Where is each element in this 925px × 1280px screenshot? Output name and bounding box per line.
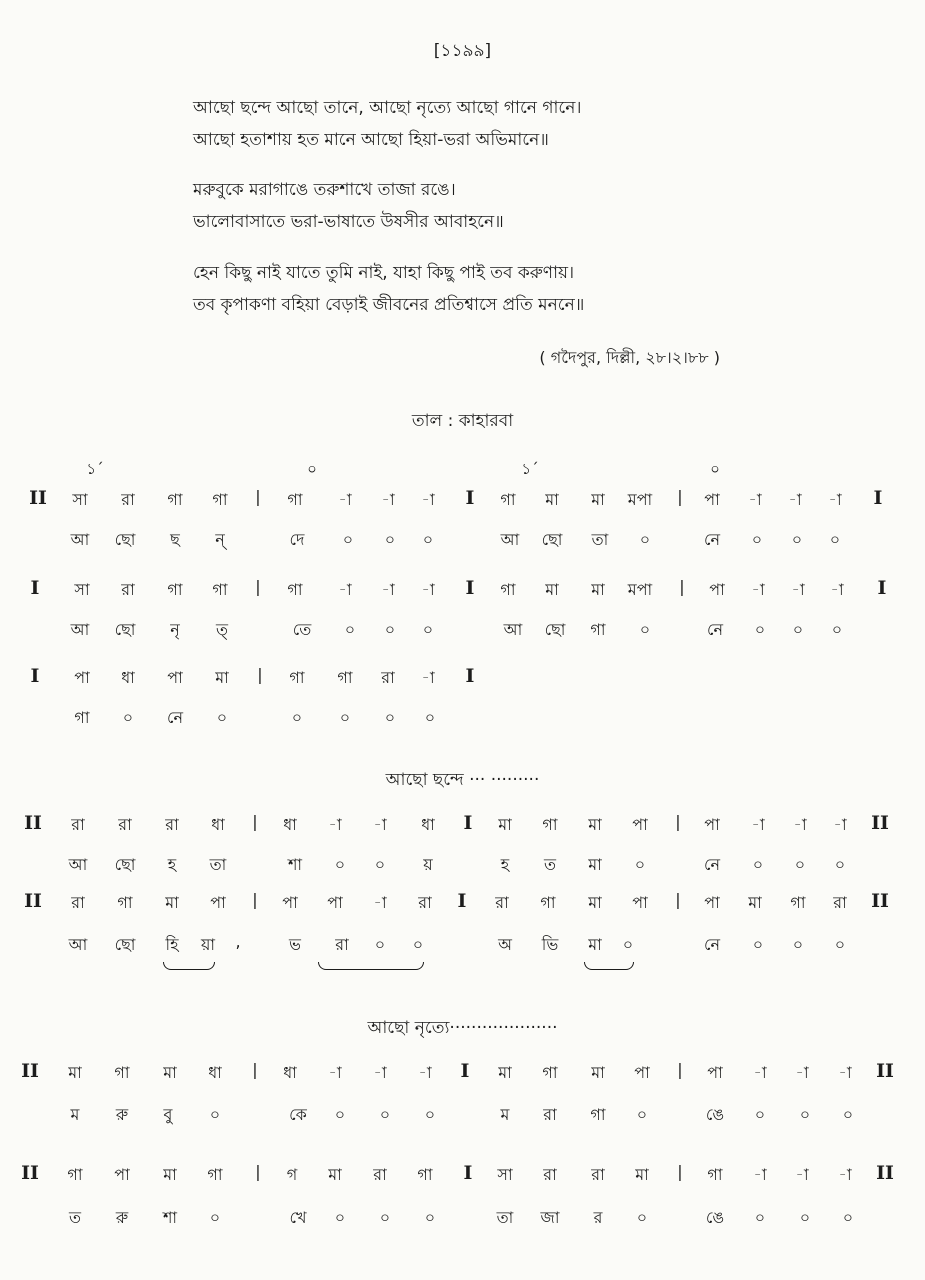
bar-line: II xyxy=(29,487,47,509)
notation-cell: | xyxy=(252,890,258,909)
notation-cell: ধা xyxy=(208,1063,222,1082)
notation-cell: ০ xyxy=(422,530,434,549)
notation-cell: য় xyxy=(423,855,433,874)
notation-cell: | xyxy=(677,487,683,506)
notation-cell: | xyxy=(252,812,258,831)
notation-cell: | xyxy=(679,577,685,596)
notation-cell: পা xyxy=(707,1063,723,1082)
notation-cell: ঙে xyxy=(705,1105,725,1124)
notation-cell: রা xyxy=(543,1105,557,1124)
bar-line: I xyxy=(465,577,475,599)
notation-cell: | xyxy=(255,487,261,506)
notation-cell: -া xyxy=(795,1165,809,1184)
notation-cell: ০ xyxy=(334,1208,346,1227)
notation-cell: -া xyxy=(795,1063,809,1082)
notation-cell: ০ xyxy=(799,1105,811,1124)
notation-cell: ধা xyxy=(211,815,225,834)
notation-cell: ০ xyxy=(384,708,396,727)
notation-cell: আ xyxy=(68,935,88,954)
notation-cell: গা xyxy=(790,893,806,912)
notation-cell: -া xyxy=(788,490,802,509)
notation-cell: গা xyxy=(417,1165,433,1184)
notation-cell: ছো xyxy=(544,620,566,639)
bar-line: I xyxy=(460,1060,470,1082)
tal-mark: ১´ xyxy=(521,460,539,478)
notation-cell: -া xyxy=(751,580,765,599)
notation-cell: ০ xyxy=(834,935,846,954)
notation-cell: ০ xyxy=(209,1208,221,1227)
notation-cell: ০ xyxy=(754,620,766,639)
bar-line: II xyxy=(876,1162,894,1184)
bar-line: I xyxy=(463,812,473,834)
notation-cell: পা xyxy=(167,668,183,687)
page-number: [১১৯৯] xyxy=(433,41,492,61)
notation-cell: -া xyxy=(833,815,847,834)
notation-cell: ০ xyxy=(831,620,843,639)
bar-line: II xyxy=(871,890,889,912)
notation-cell: গা xyxy=(117,893,133,912)
notation-cell: -া xyxy=(828,490,842,509)
poem-line-5: হেন কিছু নাই যাতে তুমি নাই, যাহা কিছু পাই তব করুণায়। xyxy=(193,263,575,283)
notation-cell: হি xyxy=(165,935,179,954)
notation-cell: পা xyxy=(114,1165,130,1184)
notation-cell: মা xyxy=(165,893,179,912)
notation-cell: | xyxy=(675,812,681,831)
notation-cell: ০ xyxy=(291,708,303,727)
bar-line: II xyxy=(871,812,889,834)
notation-cell: গ xyxy=(286,1165,298,1184)
notation-cell: ০ xyxy=(384,620,396,639)
notation-cell: মা xyxy=(588,893,602,912)
notation-cell: ০ xyxy=(342,530,354,549)
notation-cell: -া xyxy=(751,815,765,834)
notation-cell: গা xyxy=(67,1165,83,1184)
notation-cell: -া xyxy=(373,1063,387,1082)
notation-cell: পা xyxy=(704,490,720,509)
notation-cell: ০ xyxy=(791,530,803,549)
notation-cell: ০ xyxy=(754,1208,766,1227)
notation-cell: গা xyxy=(212,490,228,509)
notation-cell: ম xyxy=(70,1105,80,1124)
notation-cell: গা xyxy=(289,668,305,687)
notation-cell: পা xyxy=(704,893,720,912)
notation-cell: নৃ xyxy=(170,620,180,639)
notation-cell: -া xyxy=(338,490,352,509)
notation-cell: -া xyxy=(338,580,352,599)
notation-cell: ছো xyxy=(541,530,563,549)
notation-cell: ধা xyxy=(421,815,435,834)
notation-cell: -া xyxy=(791,580,805,599)
poem-line-2: আছো হতাশায় হত মানে আছো হিয়া-ভরা অভিমানে॥ xyxy=(193,130,549,150)
notation-cell: মা xyxy=(588,935,602,954)
notation-cell: -া xyxy=(418,1063,432,1082)
notation-cell: ০ xyxy=(792,620,804,639)
notation-cell: ০ xyxy=(799,1208,811,1227)
notation-cell: য়া xyxy=(200,935,216,954)
notation-cell: ০ xyxy=(636,1208,648,1227)
notation-cell: -া xyxy=(421,580,435,599)
bar-line: I xyxy=(465,665,475,687)
notation-cell: রা xyxy=(833,893,847,912)
notation-cell: নে xyxy=(703,935,721,954)
notation-cell: পা xyxy=(74,668,90,687)
notation-cell: তা xyxy=(209,855,227,874)
notation-cell: আ xyxy=(70,620,90,639)
notation-cell: গা xyxy=(542,815,558,834)
notation-cell: ধা xyxy=(283,815,297,834)
notation-cell: মা xyxy=(635,1165,649,1184)
notation-cell: ০ xyxy=(334,855,346,874)
notation-cell: -া xyxy=(328,815,342,834)
notation-cell: পা xyxy=(632,893,648,912)
notation-cell: তা xyxy=(496,1208,514,1227)
notation-cell: মা xyxy=(588,815,602,834)
notation-cell: শা xyxy=(287,855,303,874)
notation-cell: গা xyxy=(707,1165,723,1184)
notation-cell: র xyxy=(593,1208,603,1227)
notation-cell: খে xyxy=(289,1208,307,1227)
notation-cell: নে xyxy=(703,855,721,874)
notation-cell: -া xyxy=(328,1063,342,1082)
notation-cell: ০ xyxy=(622,935,634,954)
notation-cell: ০ xyxy=(834,855,846,874)
bar-line: I xyxy=(877,577,887,599)
notation-cell: -া xyxy=(748,490,762,509)
notation-cell: পা xyxy=(210,893,226,912)
notation-cell: ০ xyxy=(344,620,356,639)
notation-cell: ০ xyxy=(374,855,386,874)
notation-cell: মা xyxy=(591,490,605,509)
notation-cell: ছো xyxy=(114,855,136,874)
bar-line: II xyxy=(876,1060,894,1082)
notation-cell: হ xyxy=(500,855,510,874)
notation-cell: মা xyxy=(163,1165,177,1184)
notation-cell: ছ xyxy=(170,530,180,549)
notation-cell: ০ xyxy=(216,708,228,727)
notation-cell: গা xyxy=(287,580,303,599)
notation-cell: জা xyxy=(540,1208,560,1227)
notation-cell: রু xyxy=(115,1105,129,1124)
notation-cell: মা xyxy=(68,1063,82,1082)
notation-cell: ০ xyxy=(751,530,763,549)
notation-cell: মা xyxy=(328,1165,342,1184)
tal-mark: ০ xyxy=(307,460,317,478)
notation-cell: গা xyxy=(167,580,183,599)
notation-cell: -া xyxy=(838,1165,852,1184)
notation-cell: ঙে xyxy=(705,1208,725,1227)
notation-cell: সা xyxy=(497,1165,513,1184)
bar-line: I xyxy=(465,487,475,509)
notation-cell: | xyxy=(255,577,261,596)
notation-cell: পা xyxy=(709,580,725,599)
notation-cell: মা xyxy=(545,490,559,509)
notation-cell: ছো xyxy=(114,530,136,549)
notation-cell: রা xyxy=(71,893,85,912)
notation-cell: গা xyxy=(287,490,303,509)
notation-cell: মা xyxy=(588,855,602,874)
notation-cell: রা xyxy=(121,490,135,509)
notation-cell: -া xyxy=(793,815,807,834)
notation-cell: গা xyxy=(337,668,353,687)
notation-cell: পা xyxy=(634,1063,650,1082)
notation-cell: রা xyxy=(165,815,179,834)
notation-cell: নে xyxy=(703,530,721,549)
notation-cell: ০ xyxy=(379,1208,391,1227)
bar-line: I xyxy=(463,1162,473,1184)
notation-cell: ০ xyxy=(374,935,386,954)
notation-cell: -া xyxy=(381,580,395,599)
notation-cell: গা xyxy=(540,893,556,912)
notation-cell: ০ xyxy=(636,1105,648,1124)
bar-line: II xyxy=(24,890,42,912)
notation-cell: | xyxy=(255,1162,261,1181)
notation-cell: ০ xyxy=(752,935,764,954)
notation-cell: পা xyxy=(327,893,343,912)
notation-cell: ন্ xyxy=(215,530,225,549)
notation-cell: ম xyxy=(500,1105,510,1124)
notation-cell: আ xyxy=(503,620,523,639)
notation-cell: রু xyxy=(115,1208,129,1227)
notation-cell: গা xyxy=(74,708,90,727)
notation-cell: তে xyxy=(292,620,312,639)
notation-cell: ০ xyxy=(424,1105,436,1124)
notation-cell: গা xyxy=(542,1063,558,1082)
notation-cell: ০ xyxy=(792,935,804,954)
notation-cell: মা xyxy=(498,1063,512,1082)
notation-cell: ০ xyxy=(842,1208,854,1227)
notation-cell: পা xyxy=(282,893,298,912)
notation-cell: মা xyxy=(545,580,559,599)
notation-cell: -া xyxy=(830,580,844,599)
notation-cell: ০ xyxy=(639,530,651,549)
notation-cell: ০ xyxy=(122,708,134,727)
notation-cell: নে xyxy=(166,708,184,727)
tal-mark: ০ xyxy=(710,460,720,478)
notation-cell: ছো xyxy=(114,620,136,639)
notation-cell: | xyxy=(677,1060,683,1079)
notation-cell: ধা xyxy=(121,668,135,687)
bar-line: II xyxy=(21,1060,39,1082)
bar-line: I xyxy=(30,577,40,599)
slur-mark xyxy=(163,962,215,970)
notation-cell: ত্ xyxy=(215,620,229,639)
notation-cell: ০ xyxy=(422,620,434,639)
notation-cell: ০ xyxy=(842,1105,854,1124)
notation-cell: রা xyxy=(121,580,135,599)
notation-cell: গা xyxy=(500,580,516,599)
slur-mark xyxy=(318,962,424,970)
notation-cell: ০ xyxy=(829,530,841,549)
notation-cell: -া xyxy=(373,815,387,834)
notation-cell: পা xyxy=(704,815,720,834)
notation-cell: হ xyxy=(167,855,177,874)
notation-cell: ০ xyxy=(752,855,764,874)
notation-cell: ০ xyxy=(794,855,806,874)
notation-cell: -া xyxy=(373,893,387,912)
notation-cell: সা xyxy=(74,580,90,599)
notation-cell: রা xyxy=(418,893,432,912)
notation-cell: -া xyxy=(838,1063,852,1082)
bar-line: I xyxy=(457,890,467,912)
poem-line-3: মরুবুকে মরাগাঙে তরুশাখে তাজা রঙে। xyxy=(193,180,456,200)
place-date: ( গদৈপুর, দিল্লী, ২৮।২।৮৮ ) xyxy=(539,348,720,367)
notation-cell: ০ xyxy=(754,1105,766,1124)
notation-cell: রা xyxy=(495,893,509,912)
notation-cell: গা xyxy=(207,1165,223,1184)
section-heading-chhande: আছো ছন্দে ··· ········· xyxy=(385,770,540,790)
notation-cell: -া xyxy=(421,668,435,687)
notation-cell: অ xyxy=(498,935,512,954)
notation-cell: ০ xyxy=(209,1105,221,1124)
notation-cell: , xyxy=(235,932,241,951)
notation-cell: ০ xyxy=(639,620,651,639)
notation-cell: মা xyxy=(591,580,605,599)
notation-cell: ০ xyxy=(412,935,424,954)
notation-cell: রা xyxy=(118,815,132,834)
notation-cell: শা xyxy=(162,1208,178,1227)
bar-line: II xyxy=(24,812,42,834)
notation-cell: মা xyxy=(591,1063,605,1082)
notation-cell: গা xyxy=(590,620,606,639)
notation-cell: রা xyxy=(543,1165,557,1184)
section-heading-nritye: আছো নৃত্যে···················· xyxy=(367,1018,558,1038)
notation-cell: পা xyxy=(632,815,648,834)
notation-cell: মা xyxy=(163,1063,177,1082)
notation-cell: | xyxy=(677,1162,683,1181)
notation-cell: আ xyxy=(70,530,90,549)
notation-cell: ধা xyxy=(283,1063,297,1082)
notation-cell: ভ xyxy=(289,935,301,954)
notation-cell: -া xyxy=(753,1165,767,1184)
notation-cell: ছো xyxy=(114,935,136,954)
notation-cell: সা xyxy=(72,490,88,509)
poem-line-4: ভালোবাসাতে ভরা-ভাষাতে উষসীর আবাহনে॥ xyxy=(193,212,504,232)
notation-cell: -া xyxy=(421,490,435,509)
notation-cell: ভি xyxy=(541,935,559,954)
notation-cell: ০ xyxy=(334,1105,346,1124)
notation-cell: তা xyxy=(591,530,609,549)
notation-cell: মপা xyxy=(627,580,653,599)
notation-cell: ০ xyxy=(424,1208,436,1227)
notation-cell: ০ xyxy=(379,1105,391,1124)
notation-cell: -া xyxy=(753,1063,767,1082)
notation-cell: মা xyxy=(215,668,229,687)
notation-cell: বু xyxy=(163,1105,173,1124)
tal-mark: ১´ xyxy=(86,460,104,478)
poem-line-1: আছো ছন্দে আছো তানে, আছো নৃত্যে আছো গানে গানে। xyxy=(193,98,582,118)
notation-cell: রা xyxy=(591,1165,605,1184)
bar-line: I xyxy=(30,665,40,687)
notation-cell: দে xyxy=(289,530,305,549)
slur-mark xyxy=(584,962,634,970)
notation-cell: কে xyxy=(289,1105,307,1124)
notation-cell: রা xyxy=(71,815,85,834)
notation-cell: ০ xyxy=(424,708,436,727)
notation-cell: | xyxy=(252,1060,258,1079)
notation-cell: ০ xyxy=(634,855,646,874)
notation-cell: গা xyxy=(500,490,516,509)
notation-cell: আ xyxy=(68,855,88,874)
notation-cell: -া xyxy=(381,490,395,509)
notation-cell: ০ xyxy=(384,530,396,549)
notation-cell: গা xyxy=(590,1105,606,1124)
bar-line: I xyxy=(873,487,883,509)
notation-cell: মা xyxy=(748,893,762,912)
notation-cell: ত xyxy=(68,1208,82,1227)
notation-cell: গা xyxy=(212,580,228,599)
notation-cell: গা xyxy=(167,490,183,509)
bar-line: II xyxy=(21,1162,39,1184)
tal-heading: তাল : কাহারবা xyxy=(411,411,514,431)
notation-cell: রা xyxy=(373,1165,387,1184)
poem-line-6: তব কৃপাকণা বহিয়া বেড়াই জীবনের প্রতিশ্বাসে প্রতি মননে॥ xyxy=(193,295,585,315)
notation-cell: মা xyxy=(498,815,512,834)
notation-cell: | xyxy=(257,665,263,684)
notation-cell: রা xyxy=(381,668,395,687)
notation-cell: রা xyxy=(335,935,349,954)
notation-cell: আ xyxy=(500,530,520,549)
notation-cell: ০ xyxy=(339,708,351,727)
notation-cell: | xyxy=(675,890,681,909)
notation-cell: ত xyxy=(543,855,557,874)
notation-cell: গা xyxy=(114,1063,130,1082)
notation-cell: মপা xyxy=(627,490,653,509)
notation-cell: নে xyxy=(706,620,724,639)
